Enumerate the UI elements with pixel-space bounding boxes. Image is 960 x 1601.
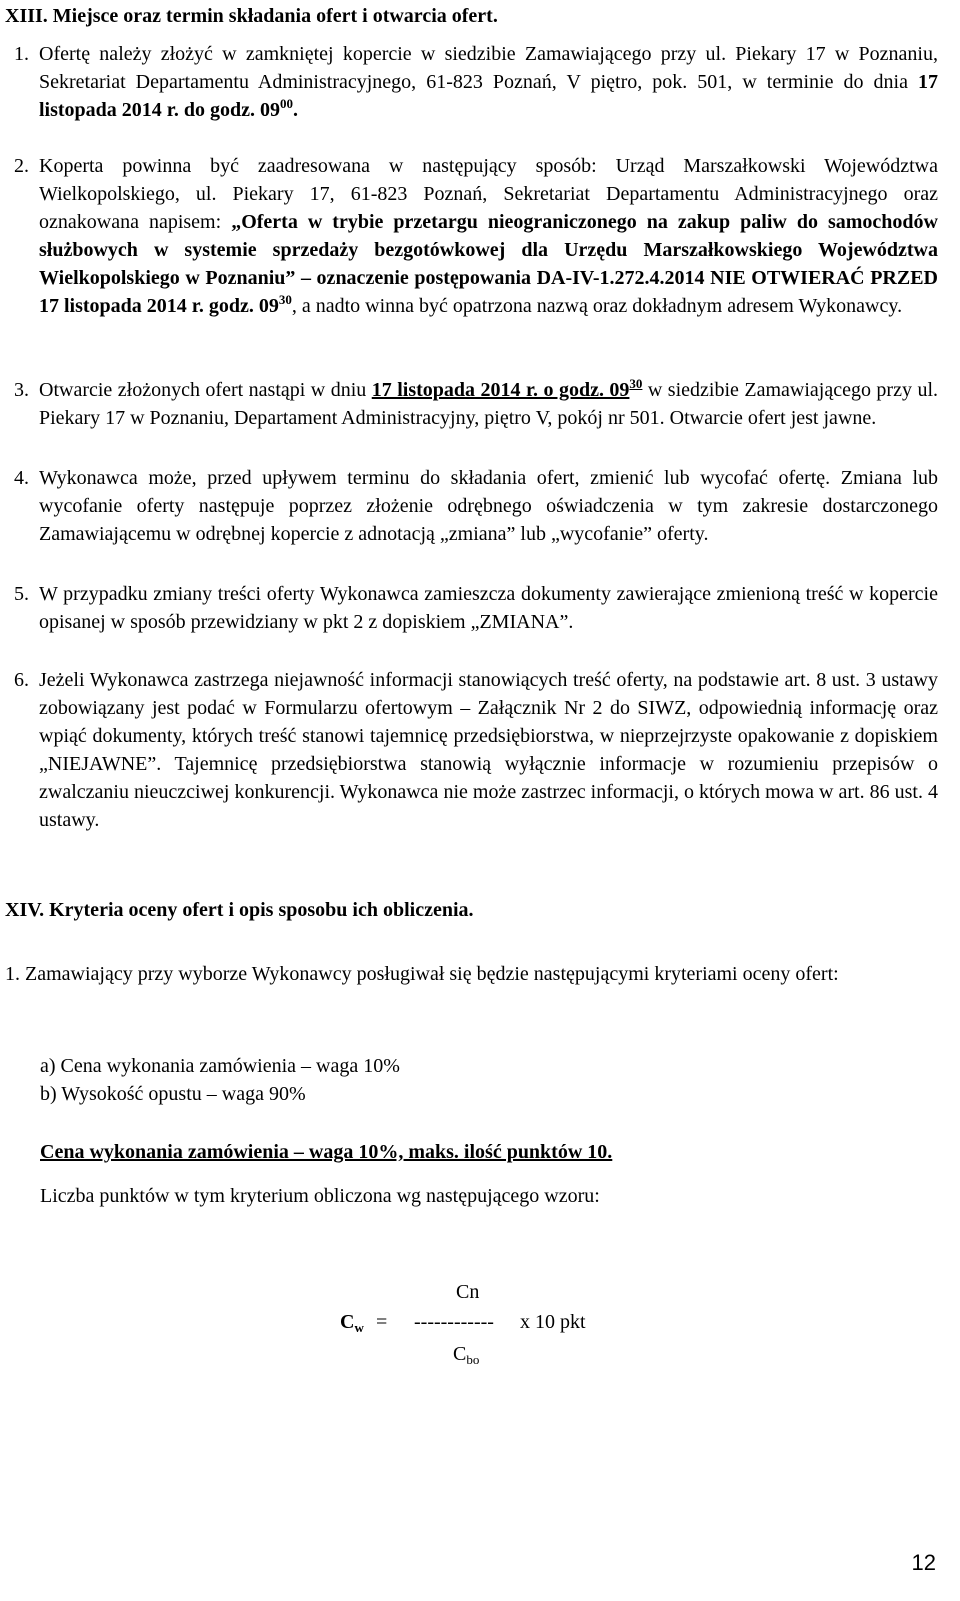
opening-date-bold: 17 listopada 2014 r. o godz. 09 — [371, 379, 630, 401]
formula-denominator-sub: bo — [466, 1352, 480, 1367]
time-superscript: 30 — [278, 292, 292, 307]
list-item-text — [39, 40, 938, 124]
list-item — [14, 464, 938, 548]
list-item — [14, 376, 938, 432]
text-run: Otwarcie złożonych ofert nastąpi w dniu — [39, 379, 372, 401]
deadline-bold: 17 listopada 2014 r. do godz. 09 — [39, 71, 938, 121]
criteria-intro: 1. Zamawiający przy wyborze Wykonawcy posługiwał się będzie następującymi kryteriami oceny ofert: — [5, 963, 839, 985]
list-item-text — [39, 376, 938, 432]
formula-lhs-sub: w — [354, 1320, 364, 1335]
time-superscript: 30 — [629, 376, 643, 391]
formula-multiplier: x 10 pkt — [520, 1311, 586, 1333]
list-item — [14, 40, 938, 124]
text-run: w siedzibie Zamawiającego przy ul. Piekary 17 w Poznaniu, Departament Administracyjny, piętro V, pokój nr 501. Otwarcie ofert jest jawne. — [39, 379, 939, 429]
list-item-text: W przypadku zmiany treści oferty Wykonawca zamieszcza dokumenty zawierające zmienioną treść w kopercie opisanej w sposób przewidziany w pkt 2 z dopiskiem „ZMIANA”. — [39, 583, 938, 633]
text-run: , a nadto winna być opatrzona nazwą oraz dokładnym adresem Wykonawcy. — [291, 295, 903, 317]
list-item — [14, 666, 938, 834]
formula-intro: Liczba punktów w tym kryterium obliczona wg następującego wzoru: — [40, 1185, 600, 1207]
price-criterion-subheading: Cena wykonania zamówienia – waga 10%, maks. ilość punktów 10. — [40, 1141, 613, 1163]
section-13-heading: XIII. Miejsce oraz termin składania ofert i otwarcia ofert. — [5, 5, 498, 27]
text-run: Koperta powinna być zaadresowana w następujący sposób: Urząd Marszałkowski Województwa Wielkopolskiego, ul. Piekary 17, 61-823 Poznań, Sekretariat Departamentu Administracyjnego oraz oznakowana napisem: — [39, 155, 938, 233]
list-item-number: 5. — [14, 583, 29, 605]
criterion-discount: b) Wysokość opustu – waga 90% — [40, 1083, 306, 1105]
text-run: . — [292, 99, 298, 121]
points-formula — [0, 1278, 960, 1388]
formula-equals: = — [376, 1311, 388, 1333]
page-number: 12 — [911, 1550, 936, 1575]
list-item-text: Jeżeli Wykonawca zastrzega niejawność informacji stanowiących treść oferty, na podstawie art. 8 ust. 3 ustawy zobowiązany jest podać w Formularzu ofertowym – Załącznik Nr 2 do SIWZ, odpowiednią informację oraz wpiąć dokumenty, których treść stanowi tajemnicę przedsiębiorstwa, w nieprzejrzyste opakowanie z dopiskiem „NIEJAWNE”. Tajemnicę przedsiębiorstwa stanowią wyłącznie informacje w rozumieniu przepisów o zwalczaniu nieuczciwej konkurencji. Wykonawca nie może zastrzec informacji, o których mowa w art. 86 ust. 4 ustawy. — [39, 669, 938, 831]
formula-fraction-bar: ------------ — [414, 1311, 494, 1333]
text-run: Ofertę należy złożyć w zamkniętej kopercie w siedzibie Zamawiającego przy ul. Piekary 17 w Poznaniu, Sekretariat Departamentu Administracyjnego, 61-823 Poznań, V piętro, pok. 501, w terminie do dnia — [39, 43, 938, 93]
list-item — [14, 580, 938, 636]
formula-denominator — [453, 1340, 479, 1368]
section-14-heading: XIV. Kryteria oceny ofert i opis sposobu ich obliczenia. — [5, 899, 474, 921]
formula-lhs — [340, 1308, 364, 1336]
list-item-number: 6. — [14, 669, 29, 691]
list-item-number: 3. — [14, 379, 29, 401]
time-superscript: 00 — [279, 96, 293, 111]
list-item-number: 2. — [14, 155, 29, 177]
list-item — [14, 152, 938, 320]
formula-denominator-main: C — [453, 1343, 467, 1365]
criterion-price: a) Cena wykonania zamówienia – waga 10% — [40, 1055, 400, 1077]
formula-numerator: Cn — [456, 1281, 480, 1303]
envelope-label-bold: „Oferta w trybie przetargu nieograniczonego na zakup paliw do samochodów służbowych w systemie sprzedaży bezgotówkowej dla Urzędu Marszałkowskiego Województwa Wielkopolskiego w Poznaniu” – oznaczenie postępowania DA-IV-1.272.4.2014 NIE OTWIERAĆ PRZED 17 listopada 2014 r. godz. 09 — [39, 211, 938, 317]
formula-lhs-main: C — [340, 1311, 355, 1333]
list-item-number: 4. — [14, 467, 29, 489]
list-item-number: 1. — [14, 43, 29, 65]
list-item-text — [39, 152, 938, 320]
list-item-text: Wykonawca może, przed upływem terminu do składania ofert, zmienić lub wycofać ofertę. Zmiana lub wycofanie oferty następuje poprzez złożenie odrębnego oświadczenia w tym zakresie dostarczonego Zamawiającemu w odrębnej kopercie z adnotacją „zmiana” lub „wycofanie” oferty. — [39, 467, 938, 545]
